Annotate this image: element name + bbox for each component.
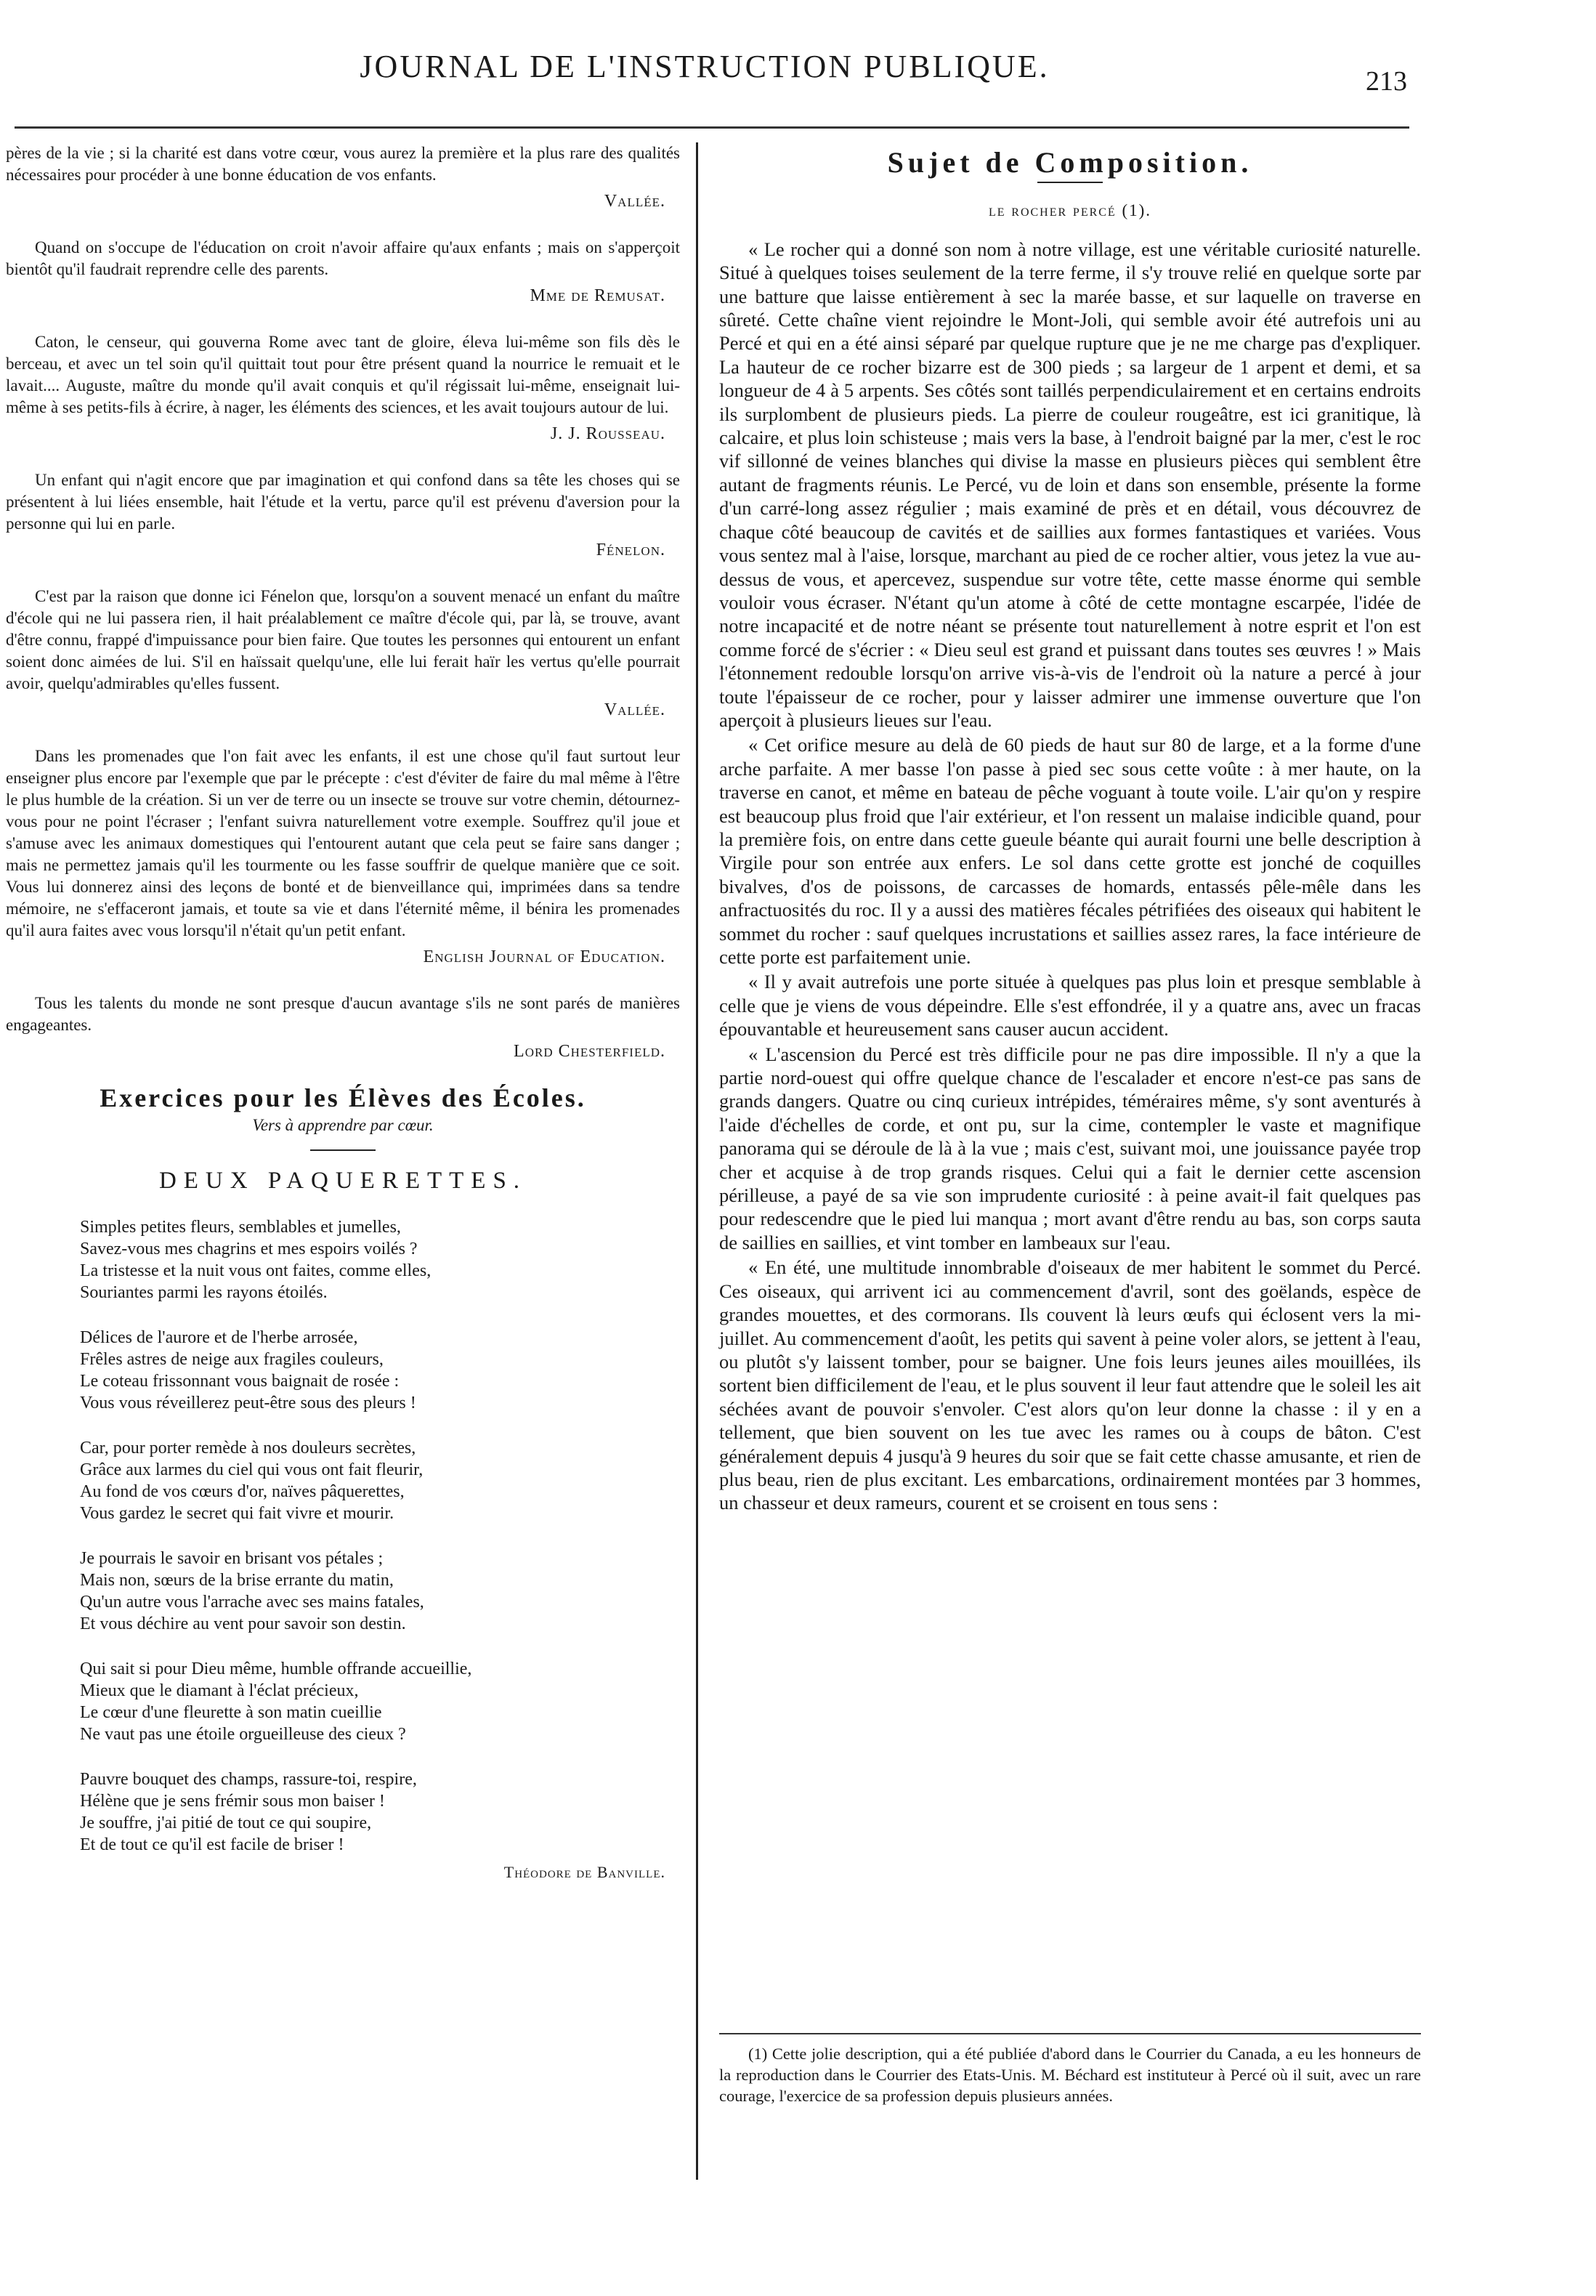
article-paragraph: « En été, une multitude innombrable d'oiseaux de mer habitent le sommet du Percé. Ces oiseaux, qui arrivent ici au commencement d'avril, sont des goëlands, espèce de grandes mouettes, et des cormorans. Ils couvent là leurs œufs qui éclosent vers la mi-juillet. Au commencement d'août, les petits qui savent à peine voler alors, se jettent à l'eau, ou plutôt s'y laissent tomber, pour se baigner. Une fois leurs jeunes ailes mouillées, ils sortent bien difficilement de l'eau, et le plus souvent il leur faut attendre que le soleil les ait séchées avant de pouvoir s'envoler. C'est alors qu'on leur donne la chasse : il y en a tellement, que bien souvent on les tue avec les rames ou à coups de bâton. C'est généralement depuis 4 jusqu'à 9 heures du soir que se fait cette chasse amusante, et rien de plus beau, rien de plus excitant. Les embarcations, ordinairement montées par 3 hommes, un chasseur et deux rameurs, courent et se croisent en tous sens : — [719, 1256, 1421, 1514]
poem-line: Car, pour porter remède à nos douleurs secrètes, — [80, 1439, 416, 1458]
poem-line: Souriantes parmi les rayons étoilés. — [80, 1283, 328, 1302]
poem-line: Hélène que je sens frémir sous mon baiser ! — [80, 1792, 385, 1811]
article-paragraph: « L'ascension du Percé est très difficile pour ne pas dire impossible. Il n'y a que la partie nord-ouest qui offre quelque chance de l'escalader et encore n'est-ce pas sans de grands dangers. Quatre ou cinq curieux intrépides, téméraires même, s'y sont aventurés à l'aide d'échelles de corde, et ont pu, sur la cime, contempler le vaste et magnifique panorama qui se déroule de là à la vue ; mais c'est, suivant moi, une jouissance payée trop cher et acquise à de trop grands risques. Celui qui a fait le dernier cette ascension périlleuse, a payé de sa vie son imprudente curiosité : à peine avait-il fait quelques pas pour redescendre que le pied lui manqua ; mort avant d'être rendu au bas, son corps sauta de saillies en saillies, et vint tomber en lambeaux sur l'eau. — [719, 1043, 1421, 1253]
poem-line: Frêles astres de neige aux fragiles couleurs, — [80, 1350, 384, 1369]
poem-line: Le cœur d'une fleurette à son matin cueillie — [80, 1703, 382, 1722]
quote-text: Tous les talents du monde ne sont presque d'aucun avantage s'ils ne sont parés de manières engageantes. — [6, 994, 680, 1034]
poem-line: Je pourrais le savoir en brisant vos pétales ; — [80, 1549, 384, 1568]
poem-stanza — [80, 1658, 680, 1745]
poem-line: Au fond de vos cœurs d'or, naïves pâquerettes, — [80, 1482, 405, 1501]
poem-line: Le coteau frissonnant vous baignait de rosée : — [80, 1372, 400, 1391]
quote-author: J. J. Rousseau. — [550, 424, 665, 443]
quote-author: Vallée. — [604, 700, 665, 719]
poem-line: Et de tout ce qu'il est facile de briser ! — [80, 1835, 344, 1854]
quote-text: C'est par la raison que donne ici Fénelon que, lorsqu'on a souvent menacé un enfant du maître d'école qui ne lui passera rien, il hait préalablement ce maître d'école qui, par là, se trouve, avant d'être connu, frappé d'impuissance pour bien faire. Que toutes les personnes qui entourent un enfant soient donc aimées de lui. S'il en haïssait quelqu'une, elle lui ferait haïr les vertus qu'elle pourrait avoir, quelqu'admirables qu'elles fussent. — [6, 587, 680, 692]
poem-line: Et vous déchire au vent pour savoir son destin. — [80, 1614, 406, 1633]
poem-title: DEUX PAQUERETTES. — [158, 1168, 527, 1194]
poem-line: Grâce aux larmes du ciel qui vous ont fait fleurir, — [80, 1460, 424, 1479]
poem-line: Pauvre bouquet des champs, rassure-toi, respire, — [80, 1770, 417, 1789]
poem-stanza — [80, 1437, 680, 1524]
right-column — [719, 142, 1421, 1516]
quote-text: Caton, le censeur, qui gouverna Rome avec tant de gloire, éleva lui-même son fils dès le berceau, et avec un tel soin qu'il quittait tout pour être présent quand la nourrice le remuait et le lavait.... Auguste, maître du monde qu'il avait conquis et qu'il régissait lui-même, enseignait lui-même à ses petits-fils à écrire, à nager, les éléments des sciences, et les avait toujours autour de lui. — [6, 333, 680, 416]
section-divider — [1037, 182, 1103, 183]
header-divider — [15, 126, 1409, 129]
page-number: 213 — [1366, 66, 1407, 97]
poem-stanza — [80, 1216, 680, 1303]
poem-line: Ne vaut pas une étoile orgueilleuse des cieux ? — [80, 1725, 406, 1744]
footnote: (1) Cette jolie description, qui a été publiée d'abord dans le Courrier du Canada, a eu les honneurs de la reproduction dans le Courrier des Etats-Unis. M. Béchard est instituteur à Percé où il suit, avec un rare courage, l'exercice de sa profession depuis plusieurs années. — [719, 2045, 1421, 2105]
poem-line: Mieux que le diamant à l'éclat précieux, — [80, 1681, 359, 1700]
poem-line: Mais non, sœurs de la brise errante du matin, — [80, 1571, 394, 1590]
composition-title: Sujet de Composition. — [887, 146, 1253, 179]
quote-author: English Journal of Education. — [423, 947, 665, 966]
poem-stanza — [80, 1548, 680, 1635]
composition-subtitle: le rocher percé (1). — [988, 201, 1152, 220]
poem-line: Qu'un autre vous l'arrache avec ses mains fatales, — [80, 1593, 424, 1612]
left-column — [6, 142, 680, 1883]
quote-author: Lord Chesterfield. — [514, 1042, 665, 1061]
article-paragraph: « Cet orifice mesure au delà de 60 pieds de haut sur 80 de large, et a la forme d'une arche parfaite. A mer basse l'on passe à pied sec sous cette voûte : à mer haute, on la traverse en canot, et même en bateau de pêche voguant à toute voile. L'air qu'on y respire est beaucoup plus froid que l'air extérieur, et l'on ressent un malaise indicible quand, pour la première fois, on entre dans cette gueule béante qui aurait fourni une belle description à Virgile pour son entrée aux enfers. Le sol dans cette grotte est jonché de coquilles bivalves, d'os de poissons, de carcasses de homards, entassés pêle-mêle dans les anfractuosités du roc. Il y a aussi des matières fécales pétrifiées des oiseaux qui habitent le sommet du rocher : sauf quelques incrustations et saillies assez rares, la face intérieure de cette porte est parfaitement unie. — [719, 734, 1421, 968]
poem-line: Qui sait si pour Dieu même, humble offrande accueillie, — [80, 1660, 472, 1678]
poem-line: Savez-vous mes chagrins et mes espoirs voilés ? — [80, 1240, 418, 1258]
quote-author: Fénelon. — [596, 541, 665, 559]
poem-stanza — [80, 1327, 680, 1414]
quote-text: Un enfant qui n'agit encore que par imagination et qui confond dans sa tête les choses qui se présentent à lui liées ensemble, hait l'étude et la vertu, parce qu'il est prévenu d'aversion pour la personne qui lui en parle. — [6, 471, 680, 533]
poem-author: Théodore de Banville. — [503, 1863, 665, 1881]
poem-line: Vous gardez le secret qui fait vivre et mourir. — [80, 1504, 394, 1523]
section-divider — [310, 1149, 376, 1151]
poem-stanza — [80, 1769, 680, 1856]
quote-text: pères de la vie ; si la charité est dans votre cœur, vous aurez la première et la plus rare des qualités nécessaires pour procéder à une bonne éducation de vos enfants. — [6, 144, 680, 184]
journal-title: JOURNAL DE L'INSTRUCTION PUBLIQUE. — [360, 49, 1050, 84]
poem-line: Je souffre, j'ai pitié de tout ce qui soupire, — [80, 1814, 372, 1832]
article-paragraph: « Il y avait autrefois une porte située à quelques pas plus loin et presque semblable à celle que je viens de vous dépeindre. Elle s'est effondrée, il y a quatre ans, avec un fracas épouvantable et heureusement sans causer aucun accident. — [719, 971, 1421, 1040]
footnote-divider — [719, 2033, 1421, 2034]
quote-text: Quand on s'occupe de l'éducation on croit n'avoir affaire qu'aux enfants ; mais on s'apperçoit bientôt qu'il faudrait reprendre celle des parents. — [6, 238, 680, 278]
poem-line: Simples petites fleurs, semblables et jumelles, — [80, 1218, 401, 1237]
poem-line: Vous vous réveillerez peut-être sous des pleurs ! — [80, 1394, 416, 1412]
article-paragraph: « Le rocher qui a donné son nom à notre village, est une véritable curiosité naturelle. Situé à quelques toises seulement de la terre ferme, il s'y trouve relié en quelque sorte par une batture que laisse entièrement à sec la marée basse, et sur laquelle on traverse en sûreté. Cette chaîne vient rejoindre le Mont-Joli, qui semble avoir été autrefois uni au Percé et qui en a été ainsi séparé par quelque rupture que je ne me charge pas d'expliquer. La hauteur de ce rocher bizarre est de 300 pieds ; sa largeur de 1 arpent et demi, et sa longueur de 4 à 5 arpents. Ses côtés sont taillés perpendiculairement et en certains endroits ils surplombent de plusieurs pieds. La pierre de couleur rougeâtre, est ici granitique, là calcaire, et plus loin schisteuse ; mais vers la base, à l'endroit baigné par la mer, c'est le roc vif sillonné de veines blanches qui divise la masse en plusieurs pièces qui semblent être autant de fragments réunis. Le Percé, vu de loin et dans son ensemble, présente la forme d'un carré-long assez régulier ; mais examiné de près et en détail, vous découvrez de chaque côté beaucoup de cavités et de saillies aux formes fantastiques et variées. Vous vous sentez mal à l'aise, lorsque, marchant au pied de ce rocher altier, vous jetez la vue au-dessus de vous, et apercevez, suspendue sur votre tête, cette masse énorme qui semble vouloir vous écraser. N'étant qu'un atome à côté de cette montagne escarpée, l'idée de notre incapacité et de notre néant se présente tout naturellement à notre esprit et l'on est comme forcé de s'écrier : « Dieu seul est grand et puissant dans toutes ses œuvres ! » Mais l'étonnement redouble lorsqu'on arrive vis-à-vis de l'endroit où la nature a percé à jour toute l'épaisseur de ce rocher, pour y laisser admirer une immense ouverture que l'on aperçoit à plusieurs lieues sur l'eau. — [719, 238, 1421, 731]
poem-line: La tristesse et la nuit vous ont faites, comme elles, — [80, 1261, 432, 1280]
exercises-title: Exercices pour les Élèves des Écoles. — [100, 1083, 586, 1112]
quote-author: Vallée. — [604, 192, 665, 211]
column-divider — [696, 142, 698, 2180]
poem-line: Délices de l'aurore et de l'herbe arrosée, — [80, 1328, 358, 1347]
quote-author: Mme de Remusat. — [530, 286, 665, 305]
exercises-subtitle: Vers à apprendre par cœur. — [252, 1116, 434, 1134]
quote-text: Dans les promenades que l'on fait avec les enfants, il est une chose qu'il faut surtout leur enseigner plus encore par l'exemple que par le précepte : c'est d'éviter de faire du mal même à l'être le plus humble de la création. Si un ver de terre ou un insecte se trouve sur votre chemin, détournez-vous pour ne point l'écraser ; l'enfant suivra naturellement votre exemple. Souffrez qu'il joue et s'amuse avec les animaux domestiques qui l'entourent autant que cela peut se faire sans danger ; mais ne permettez jamais qu'il les tourmente ou les fasse souffrir de quelque manière que ce soit. Vous lui donnerez ainsi des leçons de bonté et de bienveillance qui, imprimées dans sa tendre mémoire, ne s'effaceront jamais, et toute sa vie et dans l'éternité même, il bénira les promenades qu'il aura faites avec vous lorsqu'il n'était qu'un petit enfant. — [6, 747, 680, 939]
